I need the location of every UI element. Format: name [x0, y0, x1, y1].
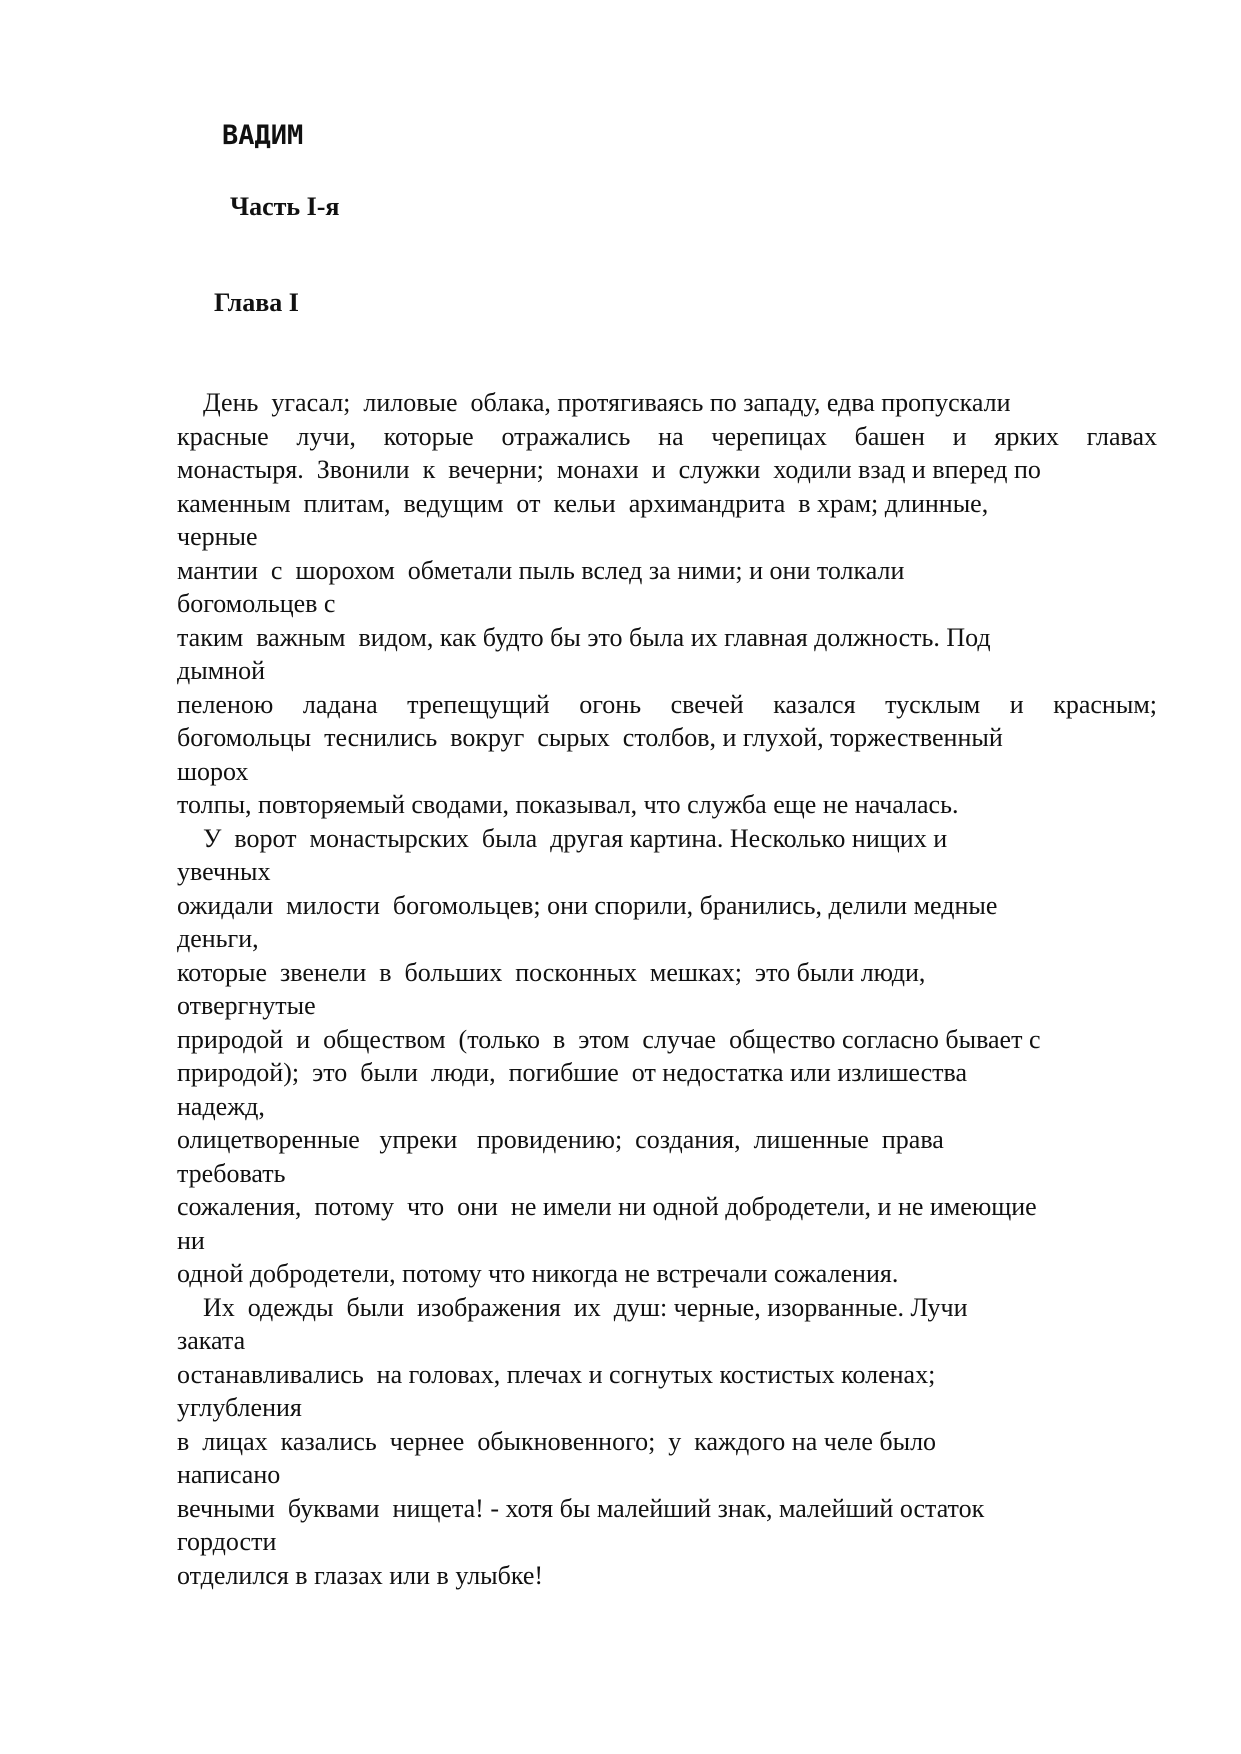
- text-line: надежд,: [177, 1091, 265, 1121]
- text-line: ожидали милости богомольцев; они спорили, бранились, делили медные: [177, 890, 998, 920]
- text-line: каменным плитам, ведущим от кельи архимандрита в храм; длинные,: [177, 488, 989, 518]
- text-line: природой); это были люди, погибшие от недостатка или излишества: [177, 1058, 967, 1087]
- text-line: отвергнутые: [177, 991, 316, 1020]
- text-line: углубления: [177, 1393, 302, 1422]
- text-line: вечными буквами нищета! - хотя бы малейший знак, малейший остаток: [177, 1493, 985, 1523]
- text-line: требовать: [177, 1158, 286, 1188]
- text-line: богомольцев с: [177, 589, 336, 618]
- text-line: которые звенели в больших посконных мешках; это были люди,: [177, 957, 926, 987]
- text-line: в лицах казались чернее обыкновенного; у каждого на челе было: [177, 1426, 937, 1456]
- text-line: отделился в глазах или в улыбке!: [177, 1560, 544, 1590]
- text-line: богомольцы теснились вокруг сырых столбов, и глухой, торжественный: [177, 723, 1003, 752]
- text-line: гордости: [177, 1527, 277, 1556]
- chapter-heading: Глава I: [214, 288, 299, 317]
- text-line: пеленою ладана трепещущий огонь свечей казался тусклым и красным;: [177, 689, 1157, 719]
- text-line: мантии с шорохом обметали пыль вслед за ними; и они толкали: [177, 555, 905, 585]
- text-line: ни: [177, 1225, 205, 1255]
- text-line: толпы, повторяемый сводами, показывал, что служба еще не началась.: [177, 790, 959, 819]
- text-line: таким важным видом, как будто бы это была их главная должность. Под: [177, 622, 991, 652]
- text-line: черные: [177, 522, 258, 551]
- text-line: сожаления, потому что они не имели ни одной добродетели, и не имеющие: [177, 1192, 1037, 1221]
- text-line: одной добродетели, потому что никогда не встречали сожаления.: [177, 1259, 899, 1288]
- text-line: Их одежды были изображения их душ: черные, изорванные. Лучи: [177, 1292, 968, 1322]
- part-heading: Часть I-я: [230, 192, 340, 221]
- text-line: шорох: [177, 756, 249, 786]
- text-line: деньги,: [177, 924, 259, 953]
- body-text: [177, 386, 1157, 1592]
- text-line: У ворот монастырских была другая картина. Несколько нищих и: [177, 823, 948, 853]
- text-line: монастыря. Звонили к вечерни; монахи и служки ходили взад и вперед по: [177, 455, 1041, 484]
- text-line: останавливались на головах, плечах и согнутых костистых коленах;: [177, 1359, 936, 1389]
- text-line: увечных: [177, 857, 271, 886]
- book-title: ВАДИМ: [222, 120, 304, 151]
- text-line: красные лучи, которые отражались на черепицах башен и ярких главах: [177, 421, 1157, 451]
- text-line: дымной: [177, 656, 265, 685]
- text-line: написано: [177, 1460, 281, 1489]
- text-line: заката: [177, 1326, 246, 1355]
- text-line: природой и обществом (только в этом случае общество согласно бывает с: [177, 1024, 1041, 1054]
- text-line: День угасал; лиловые облака, протягиваясь по западу, едва пропускали: [177, 388, 1011, 417]
- text-line: олицетворенные упреки провидению; создания, лишенные права: [177, 1125, 944, 1154]
